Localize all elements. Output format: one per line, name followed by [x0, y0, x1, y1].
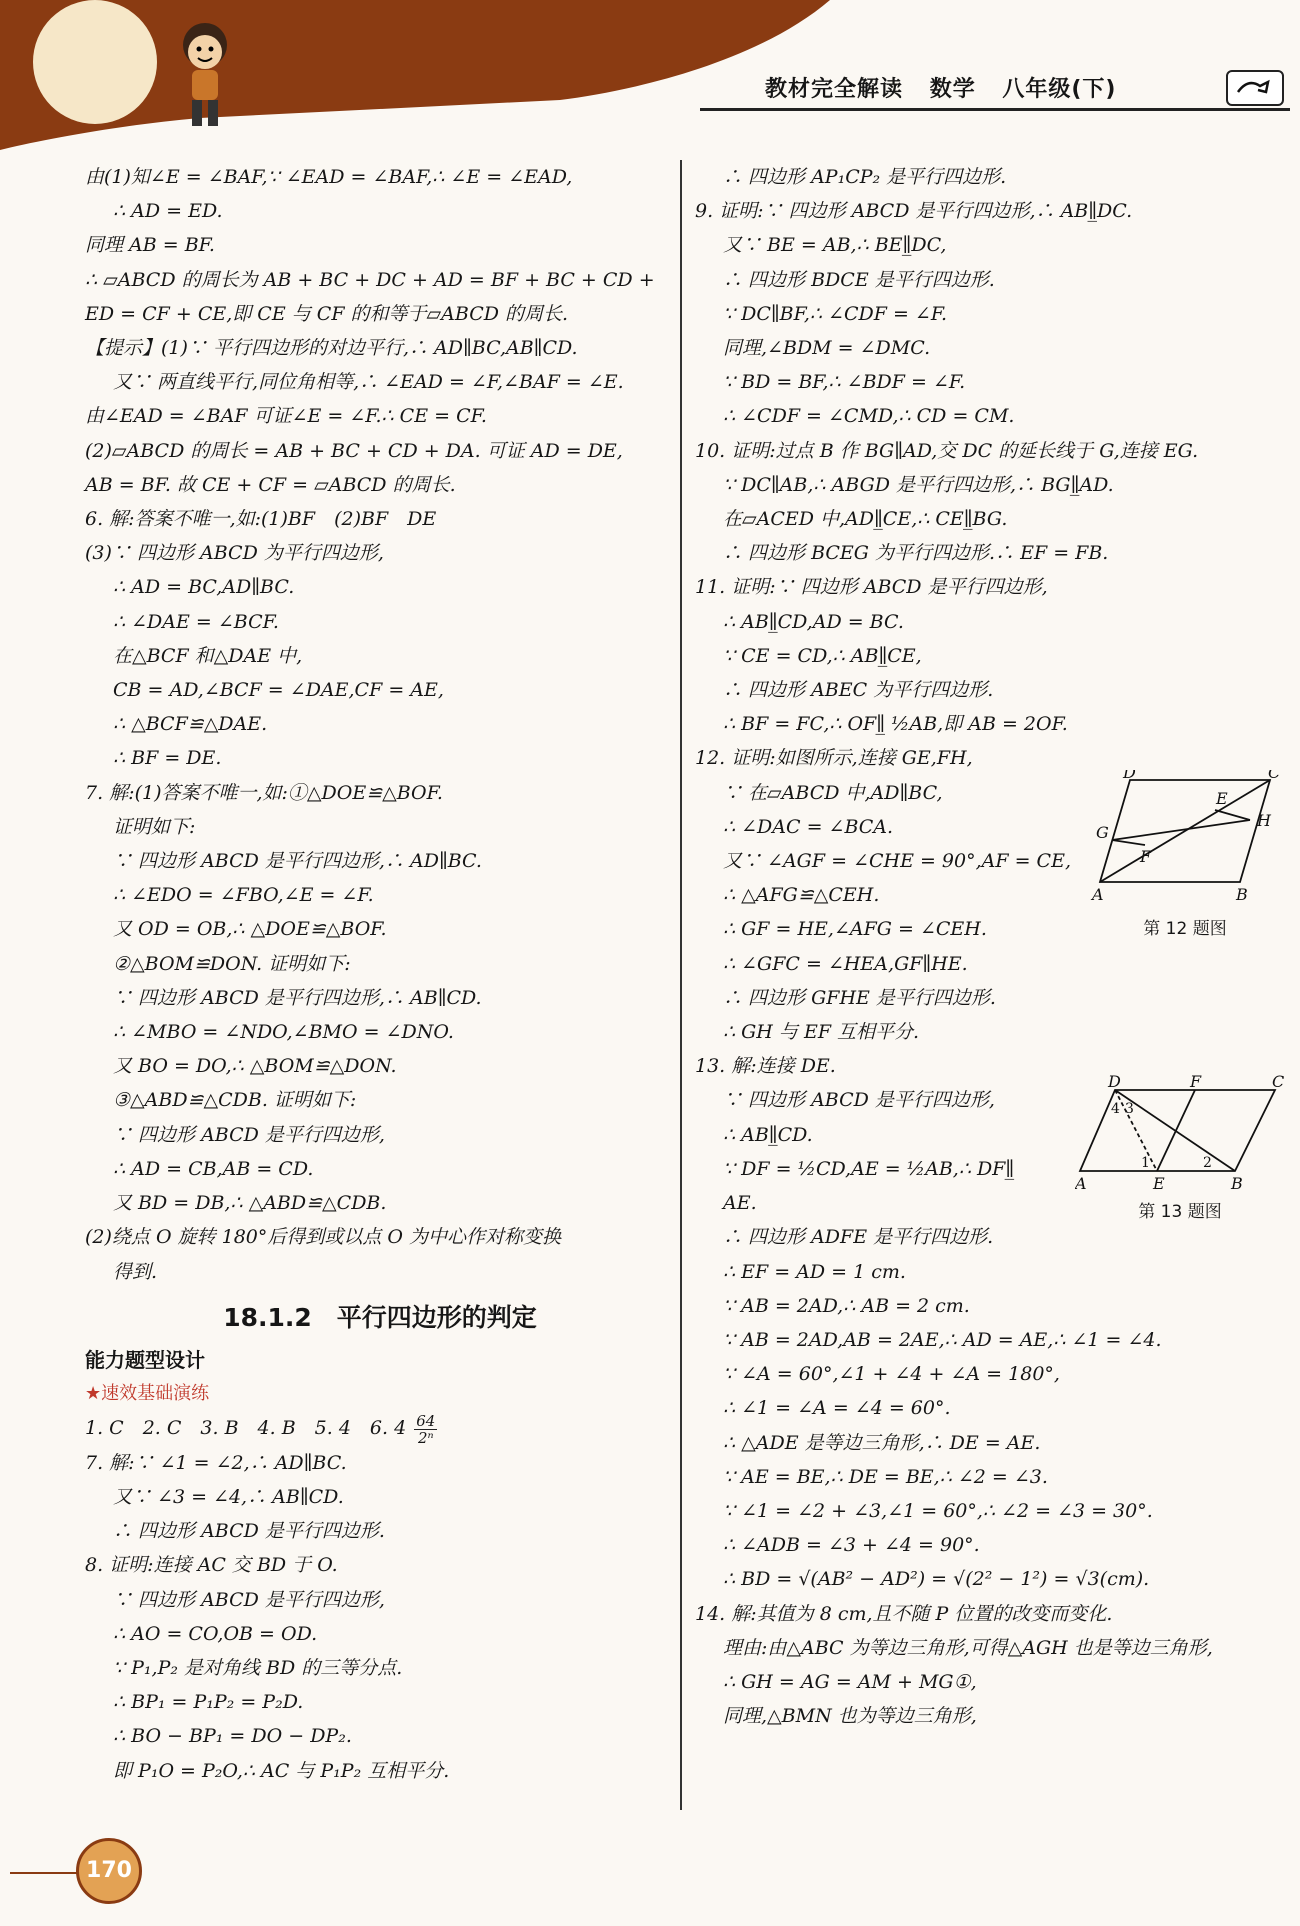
text-line: ∴ 四边形 ABCD 是平行四边形. [113, 1520, 385, 1543]
text-line: ∴ BD = √(AB² − AD²) = √(2² − 1²) = √3(cm). [723, 1568, 1150, 1591]
text-line: ∴ AB∥̲CD. [723, 1123, 813, 1146]
fig12-label-F: F [1140, 847, 1152, 866]
text-line: 又 BD = DB,∴ △ABD≌△CDB. [113, 1192, 387, 1215]
fig13-angle-4: 4 [1111, 1101, 1120, 1117]
text-line: ∴ AD = ED. [113, 200, 223, 223]
text-line: 又 OD = OB,∴ △DOE≌△BOF. [113, 918, 387, 941]
text-line: ∵ AE = BE,∴ DE = BE,∴ ∠2 = ∠3. [723, 1465, 1048, 1488]
text-line: ∵ BD = BF,∴ ∠BDF = ∠F. [723, 371, 966, 394]
text-line: CB = AD,∠BCF = ∠DAE,CF = AE, [113, 679, 444, 702]
fig13-label-E: E [1153, 1174, 1165, 1193]
fig12-label-B: B [1236, 885, 1248, 904]
text-line: ∵ DF = ½CD,AE = ½AB,∴ DF∥̲ [723, 1157, 1015, 1180]
text-line: ∴ 四边形 BDCE 是平行四边形. [723, 268, 995, 291]
text-line: 理由:由△ABC 为等边三角形,可得△AGH 也是等边三角形, [723, 1636, 1213, 1659]
text-line: ∴ BO − BP₁ = DO − DP₂. [113, 1725, 352, 1748]
header-brand [765, 72, 1135, 103]
sub-label: ★速效基础演练 [85, 1383, 210, 1405]
text-line: 由∠EAD = ∠BAF 可证∠E = ∠F.∴ CE = CF. [85, 405, 487, 428]
text-line: ∵ DC∥AB,∴ ABGD 是平行四边形,∴ BG∥̲AD. [723, 473, 1114, 496]
answer-fraction: $\frac{64}{\text{2ⁿ}}$ [416, 1411, 436, 1447]
text-line: ∴ ∠GFC = ∠HEA,GF∥HE. [723, 952, 968, 975]
text-line: 同理,∠BDM = ∠DMC. [723, 337, 931, 360]
text-line: 又∵ BE = AB,∴ BE∥̲DC, [723, 234, 947, 257]
header-title: 教材完全解读 [765, 77, 904, 102]
page-number-rule [10, 1872, 80, 1874]
text-line: ∴ △AFG≌△CEH. [723, 884, 880, 907]
fig12-label-D: D [1123, 770, 1136, 782]
text-line: 14. 解:其值为 8 cm,且不随 P 位置的改变而变化. [695, 1602, 1113, 1625]
text-line: ED = CF + CE,即 CE 与 CF 的和等于▱ABCD 的周长. [85, 302, 569, 325]
text-line: ∴ BF = DE. [113, 747, 222, 770]
figure-12-diagram [1090, 770, 1280, 910]
text-line: ∵ ∠1 = ∠2 + ∠3,∠1 = 60°,∴ ∠2 = ∠3 = 30°. [723, 1499, 1153, 1522]
text-line: ∴ ∠DAE = ∠BCF. [113, 610, 279, 633]
text-line: ∴ GH = AG = AM + MG①, [723, 1670, 977, 1693]
text-line: ∵ ∠A = 60°,∠1 + ∠4 + ∠A = 180°, [723, 1363, 1060, 1386]
text-line: 又∵ ∠AGF = ∠CHE = 90°,AF = CE, [723, 850, 1072, 873]
text-line: ∵ 四边形 ABCD 是平行四边形,∴ AD∥BC. [113, 850, 482, 873]
text-line: 又∵ ∠3 = ∠4,∴ AB∥CD. [113, 1486, 344, 1509]
text-line: 7. 解:(1)答案不唯一,如:①△DOE≌△BOF. [85, 781, 443, 804]
page-number: 170 [76, 1838, 142, 1904]
text-line: 在△BCF 和△DAE 中, [113, 644, 303, 667]
text-line: 同理 AB = BF. [85, 234, 215, 257]
text-line: ∴ 四边形 ABEC 为平行四边形. [723, 679, 994, 702]
text-line: ∴ AB∥̲CD,AD = BC. [723, 610, 904, 633]
text-line: ∴ GH 与 EF 互相平分. [723, 1021, 920, 1044]
text-line: 又∵ 两直线平行,同位角相等,∴ ∠EAD = ∠F,∠BAF = ∠E. [113, 371, 624, 394]
text-line: 即 P₁O = P₂O,∴ AC 与 P₁P₂ 互相平分. [113, 1759, 450, 1782]
header-rule [700, 108, 1290, 111]
text-line: ∴ BP₁ = P₁P₂ = P₂D. [113, 1691, 304, 1714]
publisher-logo-icon [1226, 70, 1284, 106]
text-line: ∴ ∠MBO = ∠NDO,∠BMO = ∠DNO. [113, 1021, 454, 1044]
text-line: ∴ BF = FC,∴ OF∥̲ ½AB,即 AB = 2OF. [723, 713, 1068, 736]
figure-13 [1075, 1075, 1285, 1225]
text-line: ∴ ▱ABCD 的周长为 AB + BC + DC + AD = BF + BC + CD + [85, 268, 655, 291]
fig13-label-B: B [1231, 1174, 1243, 1193]
text-line: 又 BO = DO,∴ △BOM≌△DON. [113, 1055, 397, 1078]
text-line: 13. 解:连接 DE. [695, 1055, 836, 1078]
subsection-heading: 能力题型设计 [85, 1347, 205, 1372]
text-line: AE. [723, 1192, 757, 1215]
figure-12 [1090, 770, 1280, 940]
text-line: ∴ AD = BC,AD∥BC. [113, 576, 295, 599]
fig13-label-C: C [1272, 1075, 1285, 1091]
text-line: ∴ ∠EDO = ∠FBO,∠E = ∠F. [113, 884, 374, 907]
text-line: ∵ 四边形 ABCD 是平行四边形, [113, 1123, 385, 1146]
text-line: ∴ △ADE 是等边三角形,∴ DE = AE. [723, 1431, 1041, 1454]
text-line: ∴ AD = CB,AB = CD. [113, 1157, 314, 1180]
header-subject: 数学 [929, 77, 976, 102]
text-line: (2)绕点 O 旋转 180°后得到或以点 O 为中心作对称变换 [85, 1226, 562, 1249]
text-line: (3)∵ 四边形 ABCD 为平行四边形, [85, 542, 384, 565]
fig13-label-F: F [1190, 1075, 1202, 1091]
text-line: ∵ 四边形 ABCD 是平行四边形, [113, 1588, 385, 1611]
fig13-label-D: D [1108, 1075, 1121, 1091]
text-line: ∵ 在▱ABCD 中,AD∥BC, [723, 781, 943, 804]
text-line: ∵ 四边形 ABCD 是平行四边形,∴ AB∥CD. [113, 986, 482, 1009]
text-line: ∴ 四边形 AP₁CP₂ 是平行四边形. [723, 166, 1007, 188]
figure-12-caption: 第 12 题图 [1143, 919, 1227, 939]
header-grade: 八年级(下) [1002, 77, 1117, 102]
text-line: ③△ABD≌△CDB. 证明如下: [113, 1089, 357, 1112]
page-header [0, 0, 1300, 150]
text-line: AB = BF. 故 CE + CF = ▱ABCD 的周长. [85, 473, 456, 496]
text-line: ∴ ∠CDF = ∠CMD,∴ CD = CM. [723, 405, 1015, 428]
fig13-label-A: A [1075, 1174, 1087, 1193]
text-line: ∵ P₁,P₂ 是对角线 BD 的三等分点. [113, 1657, 403, 1680]
figure-13-diagram [1075, 1075, 1285, 1193]
text-line: (2)▱ABCD 的周长 = AB + BC + CD + DA. 可证 AD = DE, [85, 439, 623, 462]
text-line: ∴ 四边形 GFHE 是平行四边形. [723, 986, 996, 1009]
figure-13-caption: 第 13 题图 [1138, 1202, 1222, 1222]
text-line: ∵ DC∥BF,∴ ∠CDF = ∠F. [723, 302, 948, 325]
text-line: 12. 证明:如图所示,连接 GE,FH, [695, 747, 973, 770]
text-line: 6. 解:答案不唯一,如:(1)BF (2)BF DE [85, 508, 437, 531]
text-line: ∴ AO = CO,OB = OD. [113, 1622, 318, 1645]
text-line: 【提示】(1)∵ 平行四边形的对边平行,∴ AD∥BC,AB∥CD. [85, 337, 578, 360]
fig13-angle-1: 1 [1141, 1155, 1150, 1171]
text-line: ∴ 四边形 ADFE 是平行四边形. [723, 1226, 994, 1249]
fig12-label-H: H [1257, 811, 1271, 830]
text-line: 7. 解:∵ ∠1 = ∠2,∴ AD∥BC. [85, 1451, 347, 1474]
fig13-angle-3: 3 [1125, 1101, 1134, 1117]
text-line: ∴ ∠DAC = ∠BCA. [723, 815, 894, 838]
text-line: ∴ 四边形 BCEG 为平行四边形.∴ EF = FB. [723, 542, 1109, 565]
text-line: ∴ ∠ADB = ∠3 + ∠4 = 90°. [723, 1534, 980, 1557]
text-line: 10. 证明:过点 B 作 BG∥AD,交 DC 的延长线于 G,连接 EG. [695, 439, 1199, 462]
fig12-label-C: C [1268, 770, 1280, 782]
text-line: 在▱ACED 中,AD∥̲CE,∴ CE∥̲BG. [723, 508, 1008, 531]
text-line: ∴ EF = AD = 1 cm. [723, 1260, 906, 1283]
text-line: ∴ GF = HE,∠AFG = ∠CEH. [723, 918, 987, 941]
answers-line: 1. C 2. C 3. B 4. B 5. 4 6. 4 $\frac{64}{\text{2ⁿ}}$ [85, 1411, 436, 1447]
text-line: ∴ △BCF≌△DAE. [113, 713, 268, 736]
fig13-angle-2: 2 [1203, 1155, 1212, 1171]
text-line: ∵ 四边形 ABCD 是平行四边形, [723, 1089, 995, 1112]
text-line: 9. 证明:∵ 四边形 ABCD 是平行四边形,∴ AB∥̲DC. [695, 200, 1133, 223]
text-line: ∵ AB = 2AD,∴ AB = 2 cm. [723, 1294, 970, 1317]
text-line: ∵ AB = 2AD,AB = 2AE,∴ AD = AE,∴ ∠1 = ∠4. [723, 1328, 1162, 1351]
right-column [695, 160, 1285, 1733]
text-line: ②△BOM≌DON. 证明如下: [113, 952, 351, 975]
fig12-label-E: E [1216, 789, 1228, 808]
text-line: 证明如下: [113, 815, 196, 838]
left-column [85, 160, 675, 1788]
fig12-label-A: A [1092, 885, 1104, 904]
column-divider [680, 160, 682, 1810]
section-title: 18.1.2 平行四边形的判定 [223, 1302, 537, 1332]
text-line: ∵ CE = CD,∴ AB∥̲CE, [723, 644, 922, 667]
text-line: ∴ ∠1 = ∠A = ∠4 = 60°. [723, 1397, 951, 1420]
text-line: 8. 证明:连接 AC 交 BD 于 O. [85, 1554, 338, 1577]
text-line: 得到. [113, 1260, 158, 1283]
text-line: 同理,△BMN 也为等边三角形, [723, 1705, 977, 1728]
text-line: 由(1)知∠E = ∠BAF,∵ ∠EAD = ∠BAF,∴ ∠E = ∠EAD, [85, 166, 573, 188]
text-line: 11. 证明:∵ 四边形 ABCD 是平行四边形, [695, 576, 1048, 599]
fig12-label-G: G [1096, 823, 1109, 842]
